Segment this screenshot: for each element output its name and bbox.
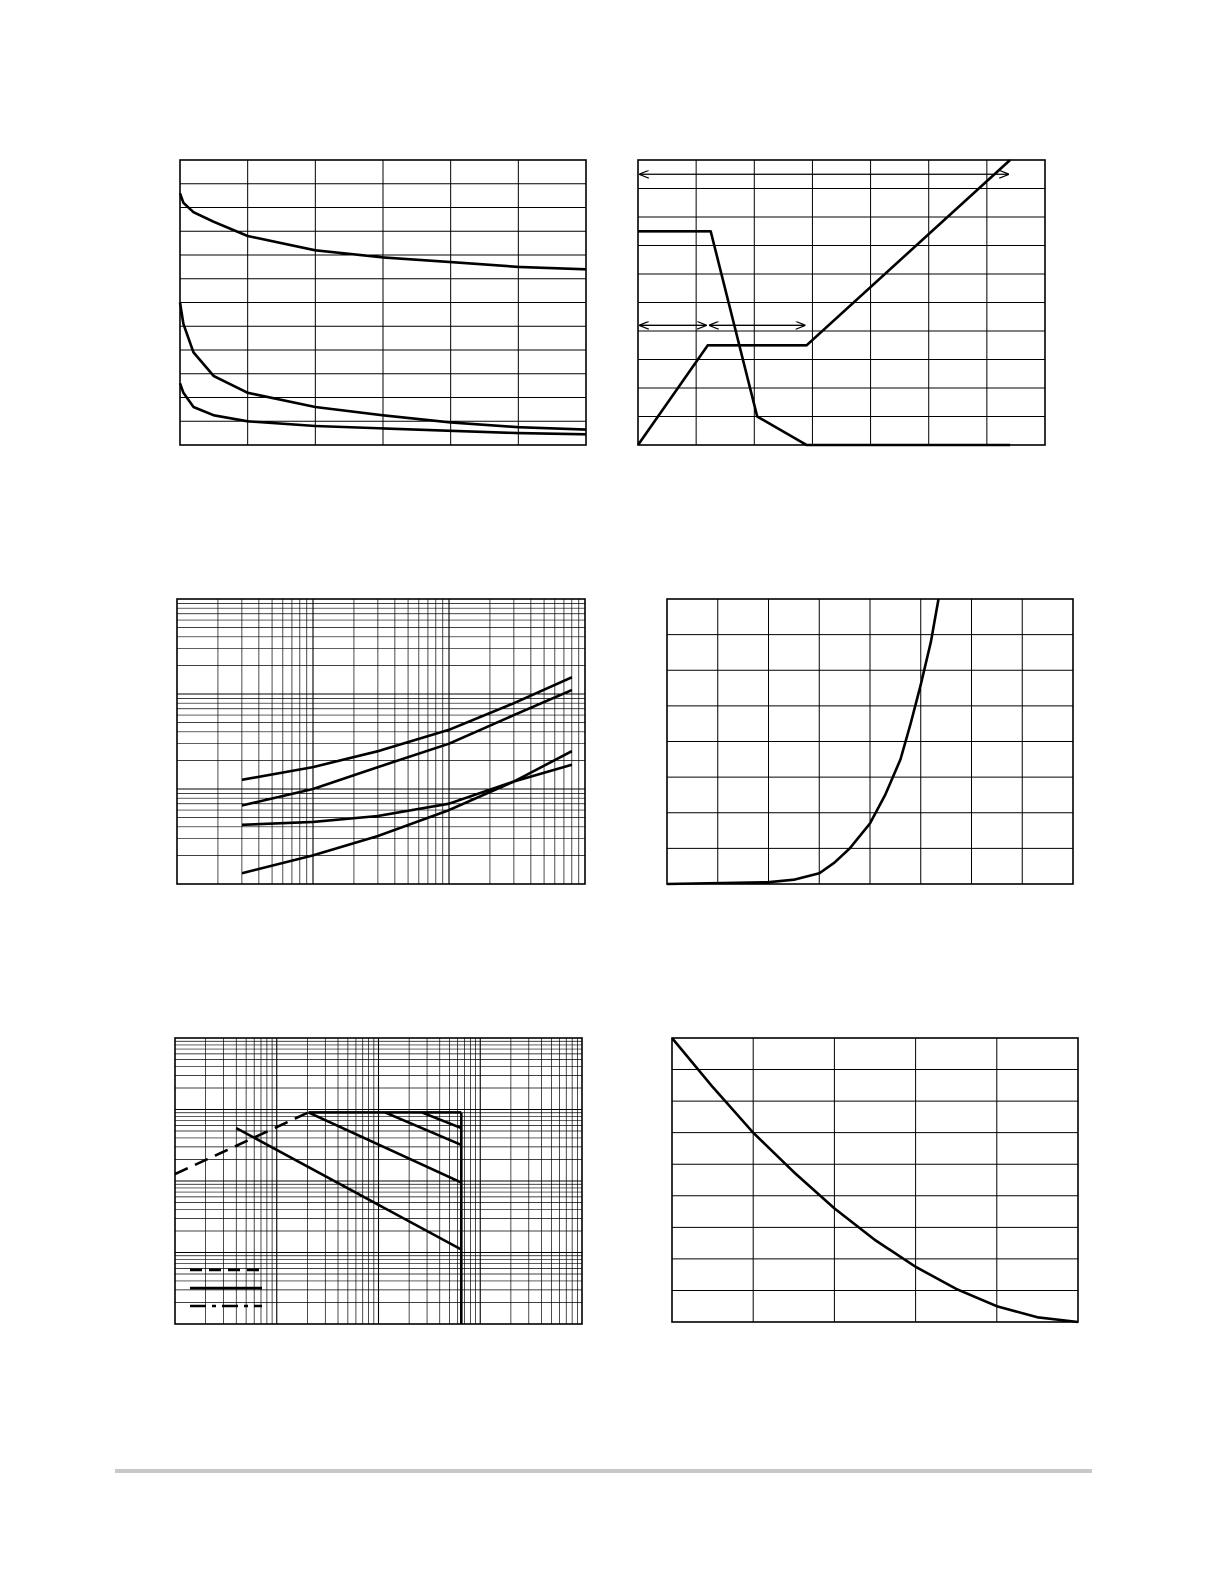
plot-frame [177, 599, 585, 884]
chart-3-grid [177, 599, 585, 884]
plot-frame [672, 1038, 1078, 1322]
series-line-4 [309, 1112, 462, 1182]
chart-2 [638, 160, 1045, 445]
chart-6-grid [672, 1038, 1078, 1322]
chart-2-grid [638, 160, 1045, 445]
series-line-1 [175, 1112, 309, 1174]
footer-rule [115, 1469, 1092, 1473]
chart-6 [672, 1038, 1078, 1322]
chart-3 [177, 599, 585, 884]
chart-5-grid [175, 1038, 582, 1324]
series-line-2 [242, 690, 572, 805]
chart-5 [175, 1038, 582, 1324]
series-line-2 [638, 231, 1010, 445]
series-line-1 [672, 1038, 1078, 1322]
series-line-1 [242, 677, 572, 780]
chart-1 [180, 160, 586, 445]
chart-4-grid [667, 599, 1073, 884]
chart-1-grid [180, 160, 586, 445]
chart-4 [667, 599, 1073, 884]
